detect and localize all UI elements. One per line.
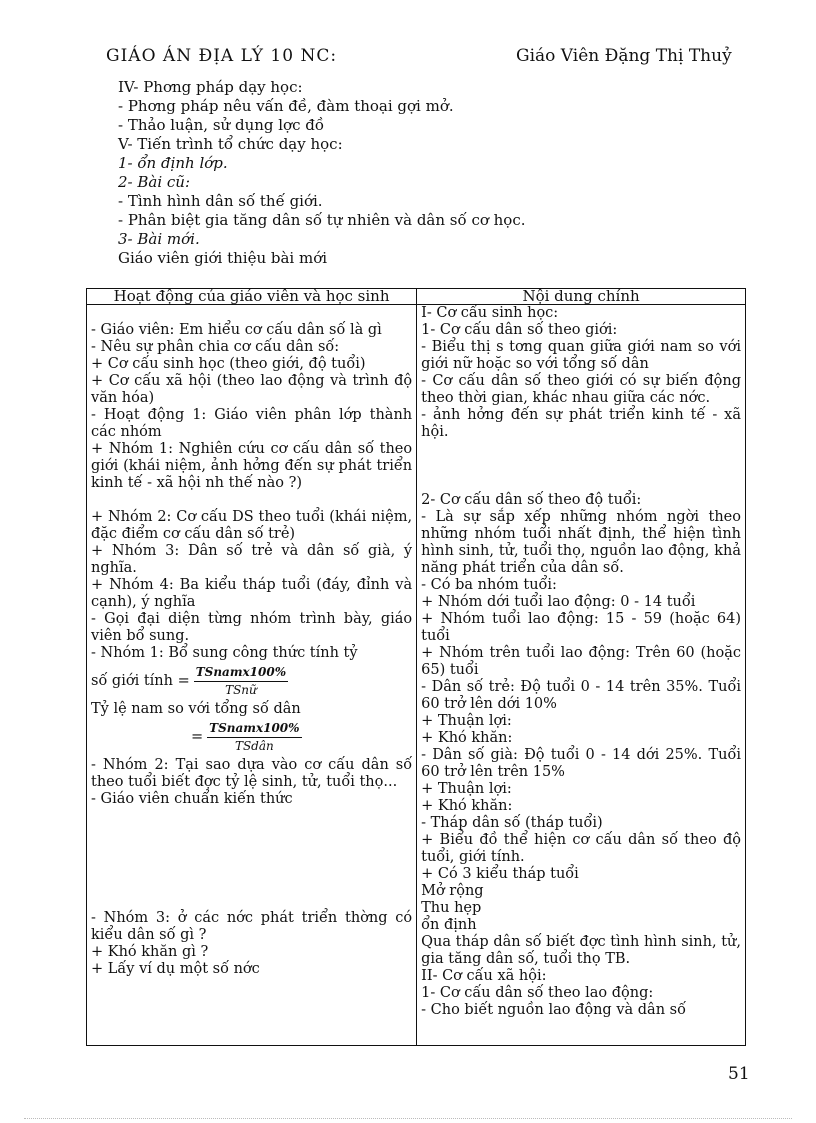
intro-line: V- Tiến trình tổ chức dạy học: [118,135,343,153]
intro-line: 2- Bài cũ: [118,173,191,191]
intro-line: - Phân biệt gia tăng dân số tự nhiên và dân số cơ học. [118,211,526,229]
activity-line: - Nhóm 2: Tại sao dựa vào cơ cấu dân số theo tuổi biết đợc tỷ lệ sinh, tử, tuổi thọ... [91,757,413,790]
fraction-denominator: TSdân [234,739,274,753]
activity-line: - Gọi đại diện từng nhóm trình bày, giáo viên bổ sung. [91,611,413,644]
content-line: II- Cơ cấu xã hội: [421,968,547,984]
activity-line: - Nhóm 1: Bổ sung công thức tính tỷ [91,645,358,661]
content-line: - Cơ cấu dân số theo giới có sự biến động theo thời gian, khác nhau giữa các nớc. [421,373,741,406]
content-line: - Cho biết nguồn lao động và dân số [421,1002,686,1018]
activity-line: + Cơ cấu xã hội (theo lao động và trình độ văn hóa) [91,373,413,406]
activity-line: - Giáo viên chuẩn kiến thức [91,791,293,807]
content-line: I- Cơ cấu sinh học: [421,305,559,321]
page-number: 51 [728,1064,750,1084]
content-line: Thu hẹp [421,900,482,916]
content-line [421,475,741,492]
intro-section [118,78,526,268]
activity-line: + Cơ cấu sinh học (theo giới, độ tuổi) [91,356,366,372]
content-line [421,458,741,475]
content-line: + Khó khăn: [421,730,513,746]
activity-line: - Nêu sự phân chia cơ cấu dân số: [91,339,340,355]
content-cell [417,305,746,1046]
content-line: + Nhóm dới tuổi lao động: 0 - 14 tuổi [421,594,696,610]
activities-cell [87,305,417,1046]
activity-line: + Khó khăn gì ? [91,944,209,960]
formula-label: số giới tính = [91,673,190,689]
activity-line: + Nhóm 2: Cơ cấu DS theo tuổi (khái niệm, đặc điểm cơ cấu dân số trẻ) [91,509,413,542]
intro-line: 1- ổn định lớp. [118,154,228,172]
intro-line: - Phơng pháp nêu vấn đề, đàm thoại gợi mở. [118,97,454,115]
fraction-denominator: TSnữ [225,683,257,697]
activity-line [91,492,412,509]
formula-label: Tỷ lệ nam so với tổng số dân [91,701,301,717]
content-line: + Thuận lợi: [421,781,512,797]
sex-ratio-formula [91,664,412,699]
content-line: Mở rộng [421,883,484,899]
activity-line: + Lấy ví dụ một số nớc [91,961,260,977]
content-line: - Biểu thị s tơng quan giữa giới nam so với giới nữ hoặc so với tổng số dân [421,339,741,372]
fraction [194,664,288,699]
male-ratio-formula: = $\frac{\text{TSnamx100\%}}{\text{TSdân}}$ [191,721,300,753]
content-line: - Có ba nhóm tuổi: [421,577,557,593]
content-line: 1- Cơ cấu dân số theo giới: [421,322,618,338]
activity-line: - Giáo viên: Em hiểu cơ cấu dân số là gì [91,322,382,338]
content-line: + Thuận lợi: [421,713,512,729]
intro-line: Giáo viên giới thiệu bài mới [118,249,328,267]
header-left: GIÁO ÁN ĐỊA LÝ 10 NC: [106,46,338,66]
content-line: ổn định [421,917,477,933]
activity-line: + Nhóm 1: Nghiên cứu cơ cấu dân số theo giới (khái niệm, ảnh hởng đến sự phát triển kinh tế - xã hội nh thế nào ?) [91,441,413,491]
content-line: 2- Cơ cấu dân số theo độ tuổi: [421,492,642,508]
header-right: Giáo Viên Đặng Thị Thuỷ [516,46,732,66]
content-line: - Là sự sắp xếp những nhóm ngời theo những nhóm tuổi nhất định, thể hiện tình hình sinh, tử, tuổi thọ, nguồn lao động, khả năng phát triển của dân số. [421,509,741,576]
content-line: + Có 3 kiểu tháp tuổi [421,866,579,882]
intro-line: 3- Bài mới. [118,230,200,248]
intro-line: - Thảo luận, sử dụng lợc đồ [118,116,325,134]
activity-line: + Nhóm 4: Ba kiểu tháp tuổi (đáy, đỉnh và cạnh), ý nghĩa [91,577,413,610]
content-line: - ảnh hởng đến sự phát triển kinh tế - xã hội. [421,407,741,440]
activity-line: + Nhóm 3: Dân số trẻ và dân số già, ý nghĩa. [91,543,413,576]
content-line: Qua tháp dân số biết đợc tình hình sinh, tử, gia tăng dân số, tuổi thọ TB. [421,934,741,967]
content-line: - Tháp dân số (tháp tuổi) [421,815,603,831]
content-line: + Nhóm trên tuổi lao động: Trên 60 (hoặc 65) tuổi [421,645,741,678]
activity-line [91,305,412,322]
content-line: - Dân số trẻ: Độ tuổi 0 - 14 trên 35%. Tuổi 60 trở lên dới 10% [421,679,741,712]
column-header-activities: Hoạt động của giáo viên và học sinh [87,289,417,305]
fraction [207,720,301,755]
fraction-numerator: TSnamx100% [194,664,288,682]
content-line: - Dân số già: Độ tuổi 0 - 14 dới 25%. Tuổi 60 trở lên trên 15% [421,747,741,780]
lesson-table [86,288,746,1046]
column-header-content: Nội dung chính [417,289,746,305]
activity-line: - Hoạt động 1: Giáo viên phân lớp thành các nhóm [91,407,413,440]
content-line: 1- Cơ cấu dân số theo lao động: [421,985,654,1001]
content-line: + Biểu đồ thể hiện cơ cấu dân số theo độ tuổi, giới tính. [421,832,741,865]
fraction-numerator: TSnamx100% [207,720,301,738]
footer-divider [24,1118,792,1119]
content-line: + Nhóm tuổi lao động: 15 - 59 (hoặc 64) tuổi [421,611,741,644]
intro-line: IV- Phơng pháp dạy học: [118,78,303,96]
content-line: + Khó khăn: [421,798,513,814]
intro-line: - Tình hình dân số thế giới. [118,192,323,210]
content-line [421,441,741,458]
activity-line: - Nhóm 3: ở các nớc phát triển thờng có kiểu dân số gì ? [91,910,413,943]
